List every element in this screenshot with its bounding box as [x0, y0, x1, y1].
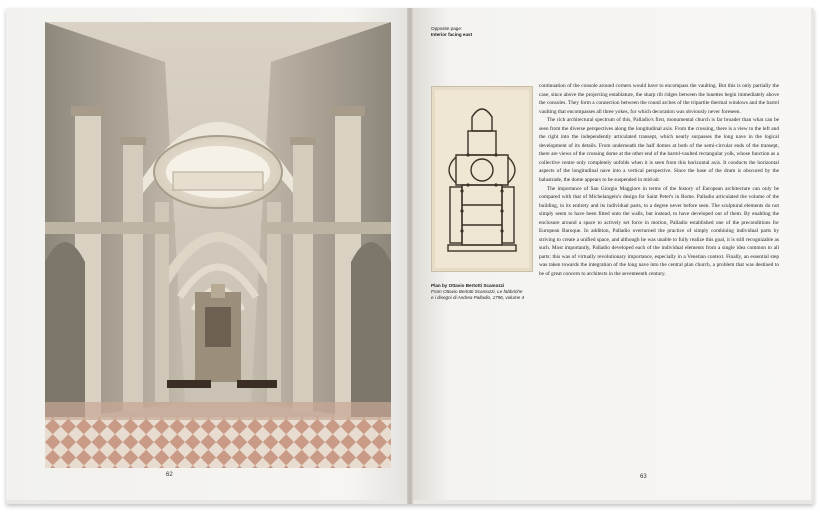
paragraph: The rich architectural spectrum of this, Palladio's first, monumental church is far broader than what can be seen from the diverse perspectives along the longitudinal axis. From the crossing, there is a view to the left and the right into the independently articulated transept, which nearly surpasses the long nave in the logical development of its details. From underneath the half domes at both of the semi-circular ends of the transept, there are views of the crossing dome at the other end of the barrel-vaulted rectangular yolk, whose function as a collective centre only completely unfolds when it is seen from this horizontal axis. It conducts the horizontal aspects of the longitudinal nave into a vertical perspective. Since the base of the drum is obscured by the balustrade, the dome appears to be suspended in mid-air. [539, 117, 779, 184]
paragraph: The importance of San Giorgio Maggiore in terms of the history of European architecture can only be compared with that of Michelangelo's design for Saint Peter's in Rome. Palladio articulated the volume of the building, in its entirety and its individual parts, to a degree never before seen. The sculptural elements do not simply seem to have been fitted onto the walls, but instead, to have developed out of them. By enabling the enclosure around a space to actively set force in motion, Palladio established one of the preconditions for European Baroque. In addition, Palladio overturned the practice of simply combining individual parts by striving to create a unified space, and although he was unable to fully realize this goal, it is still recognizable as such. Most importantly, Palladio developed each of the individual elements from a single idea common to all parts: this was of virtually revolutionary importance, especially in a Venetian context. Finally, an essential step was taken towards the integration of the long nave into the central plan church, a problem that was destined to be of great concern to architects in the seventeenth century. [539, 185, 779, 278]
plan-caption-source-2: e i disegni di Andrea Palladio, 1796, volume 4 [431, 295, 525, 301]
church-interior-photo [45, 22, 391, 468]
page-number-left: 62 [166, 472, 173, 478]
page-number-right: 63 [640, 474, 647, 480]
caption-title: Interior facing east [431, 32, 473, 37]
paragraph: continuation of the console around corners would have to encompass the vaulting. But this is only partially the case, since above the projecting entablature, the sharp rib ridges between the lunettes begin immediately above the consoles. They form a connection between the round arches of the tripartite thermal windows and the barrel vaulting that encompasses all three yokes, for which decoration was obviously never foreseen. [539, 83, 779, 115]
caption-label: Opposite page: [431, 26, 463, 31]
plan-caption-source: From Ottavio Bertotti Scamozzi, Le fabbriche [431, 289, 523, 295]
plan-caption [431, 283, 535, 302]
church-plan-drawing [431, 86, 533, 272]
photo-caption [431, 26, 472, 38]
book-gutter [407, 8, 413, 504]
body-text [539, 82, 779, 279]
plan-caption-title: Plan by Ottavio Bertotti Scamozzi [431, 283, 505, 288]
